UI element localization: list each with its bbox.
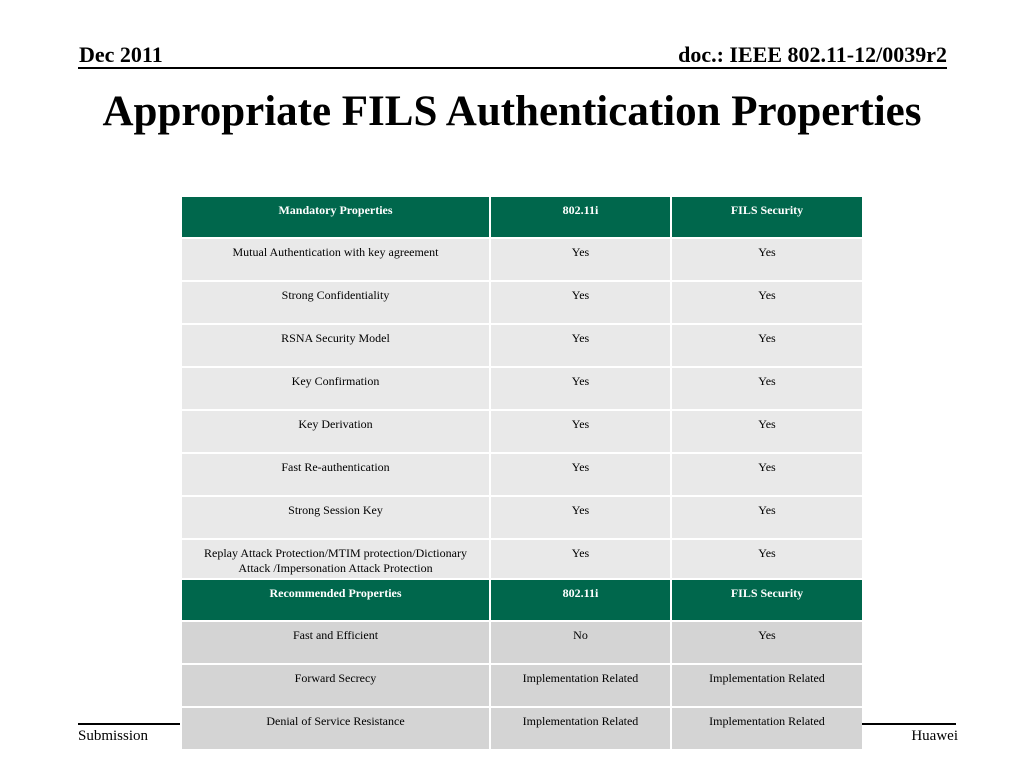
value-cell: Yes [671, 453, 863, 496]
footer-divider-left [78, 723, 180, 725]
slide-title: Appropriate FILS Authentication Properties [102, 88, 922, 135]
value-cell: Yes [490, 539, 671, 582]
value-cell: Yes [671, 496, 863, 539]
property-cell: Fast and Efficient [181, 621, 490, 664]
table-row [181, 281, 863, 324]
table-header-row [181, 579, 863, 621]
value-cell: Yes [671, 367, 863, 410]
value-cell: Yes [490, 367, 671, 410]
property-cell: RSNA Security Model [181, 324, 490, 367]
value-cell: Yes [490, 281, 671, 324]
table-row [181, 324, 863, 367]
header-cell: Recommended Properties [181, 579, 490, 621]
table-header-row [181, 196, 863, 238]
table-row [181, 664, 863, 707]
property-cell: Fast Re-authentication [181, 453, 490, 496]
property-cell: Key Derivation [181, 410, 490, 453]
footer-submission: Submission [78, 728, 149, 744]
value-cell: Implementation Related [490, 707, 671, 750]
header-cell: Mandatory Properties [181, 196, 490, 238]
table-row [181, 707, 863, 750]
value-cell: Yes [671, 238, 863, 281]
header-divider [78, 67, 947, 69]
value-cell: Yes [671, 539, 863, 582]
property-cell: Key Confirmation [181, 367, 490, 410]
header-cell: FILS Security [671, 196, 863, 238]
property-cell: Forward Secrecy [181, 664, 490, 707]
table-row [181, 367, 863, 410]
value-cell: Yes [490, 453, 671, 496]
property-cell: Denial of Service Resistance [181, 707, 490, 750]
header-cell: 802.11i [490, 196, 671, 238]
value-cell: Implementation Related [671, 707, 863, 750]
property-cell: Strong Confidentiality [181, 281, 490, 324]
header-doc-id: doc.: IEEE 802.11-12/0039r2 [678, 42, 947, 67]
table-row [181, 453, 863, 496]
property-cell: Replay Attack Protection/MTIM protection/Dictionary Attack /Impersonation Attack Protection [181, 539, 490, 582]
value-cell: Yes [671, 410, 863, 453]
table-row [181, 410, 863, 453]
value-cell: Implementation Related [671, 664, 863, 707]
mandatory-properties-table [180, 195, 864, 583]
value-cell: Yes [490, 410, 671, 453]
table-row [181, 621, 863, 664]
header-cell: 802.11i [490, 579, 671, 621]
value-cell: Yes [490, 238, 671, 281]
value-cell: Yes [490, 324, 671, 367]
table-row [181, 539, 863, 582]
table-row [181, 238, 863, 281]
recommended-properties-table [180, 578, 864, 751]
value-cell: Yes [671, 281, 863, 324]
value-cell: Yes [671, 621, 863, 664]
property-cell: Strong Session Key [181, 496, 490, 539]
property-cell: Mutual Authentication with key agreement [181, 238, 490, 281]
footer-divider-right [862, 723, 956, 725]
header-cell: FILS Security [671, 579, 863, 621]
table-row [181, 496, 863, 539]
footer-company: Huawei [911, 728, 958, 744]
header-date: Dec 2011 [79, 42, 163, 67]
value-cell: Yes [671, 324, 863, 367]
value-cell: Implementation Related [490, 664, 671, 707]
value-cell: No [490, 621, 671, 664]
value-cell: Yes [490, 496, 671, 539]
